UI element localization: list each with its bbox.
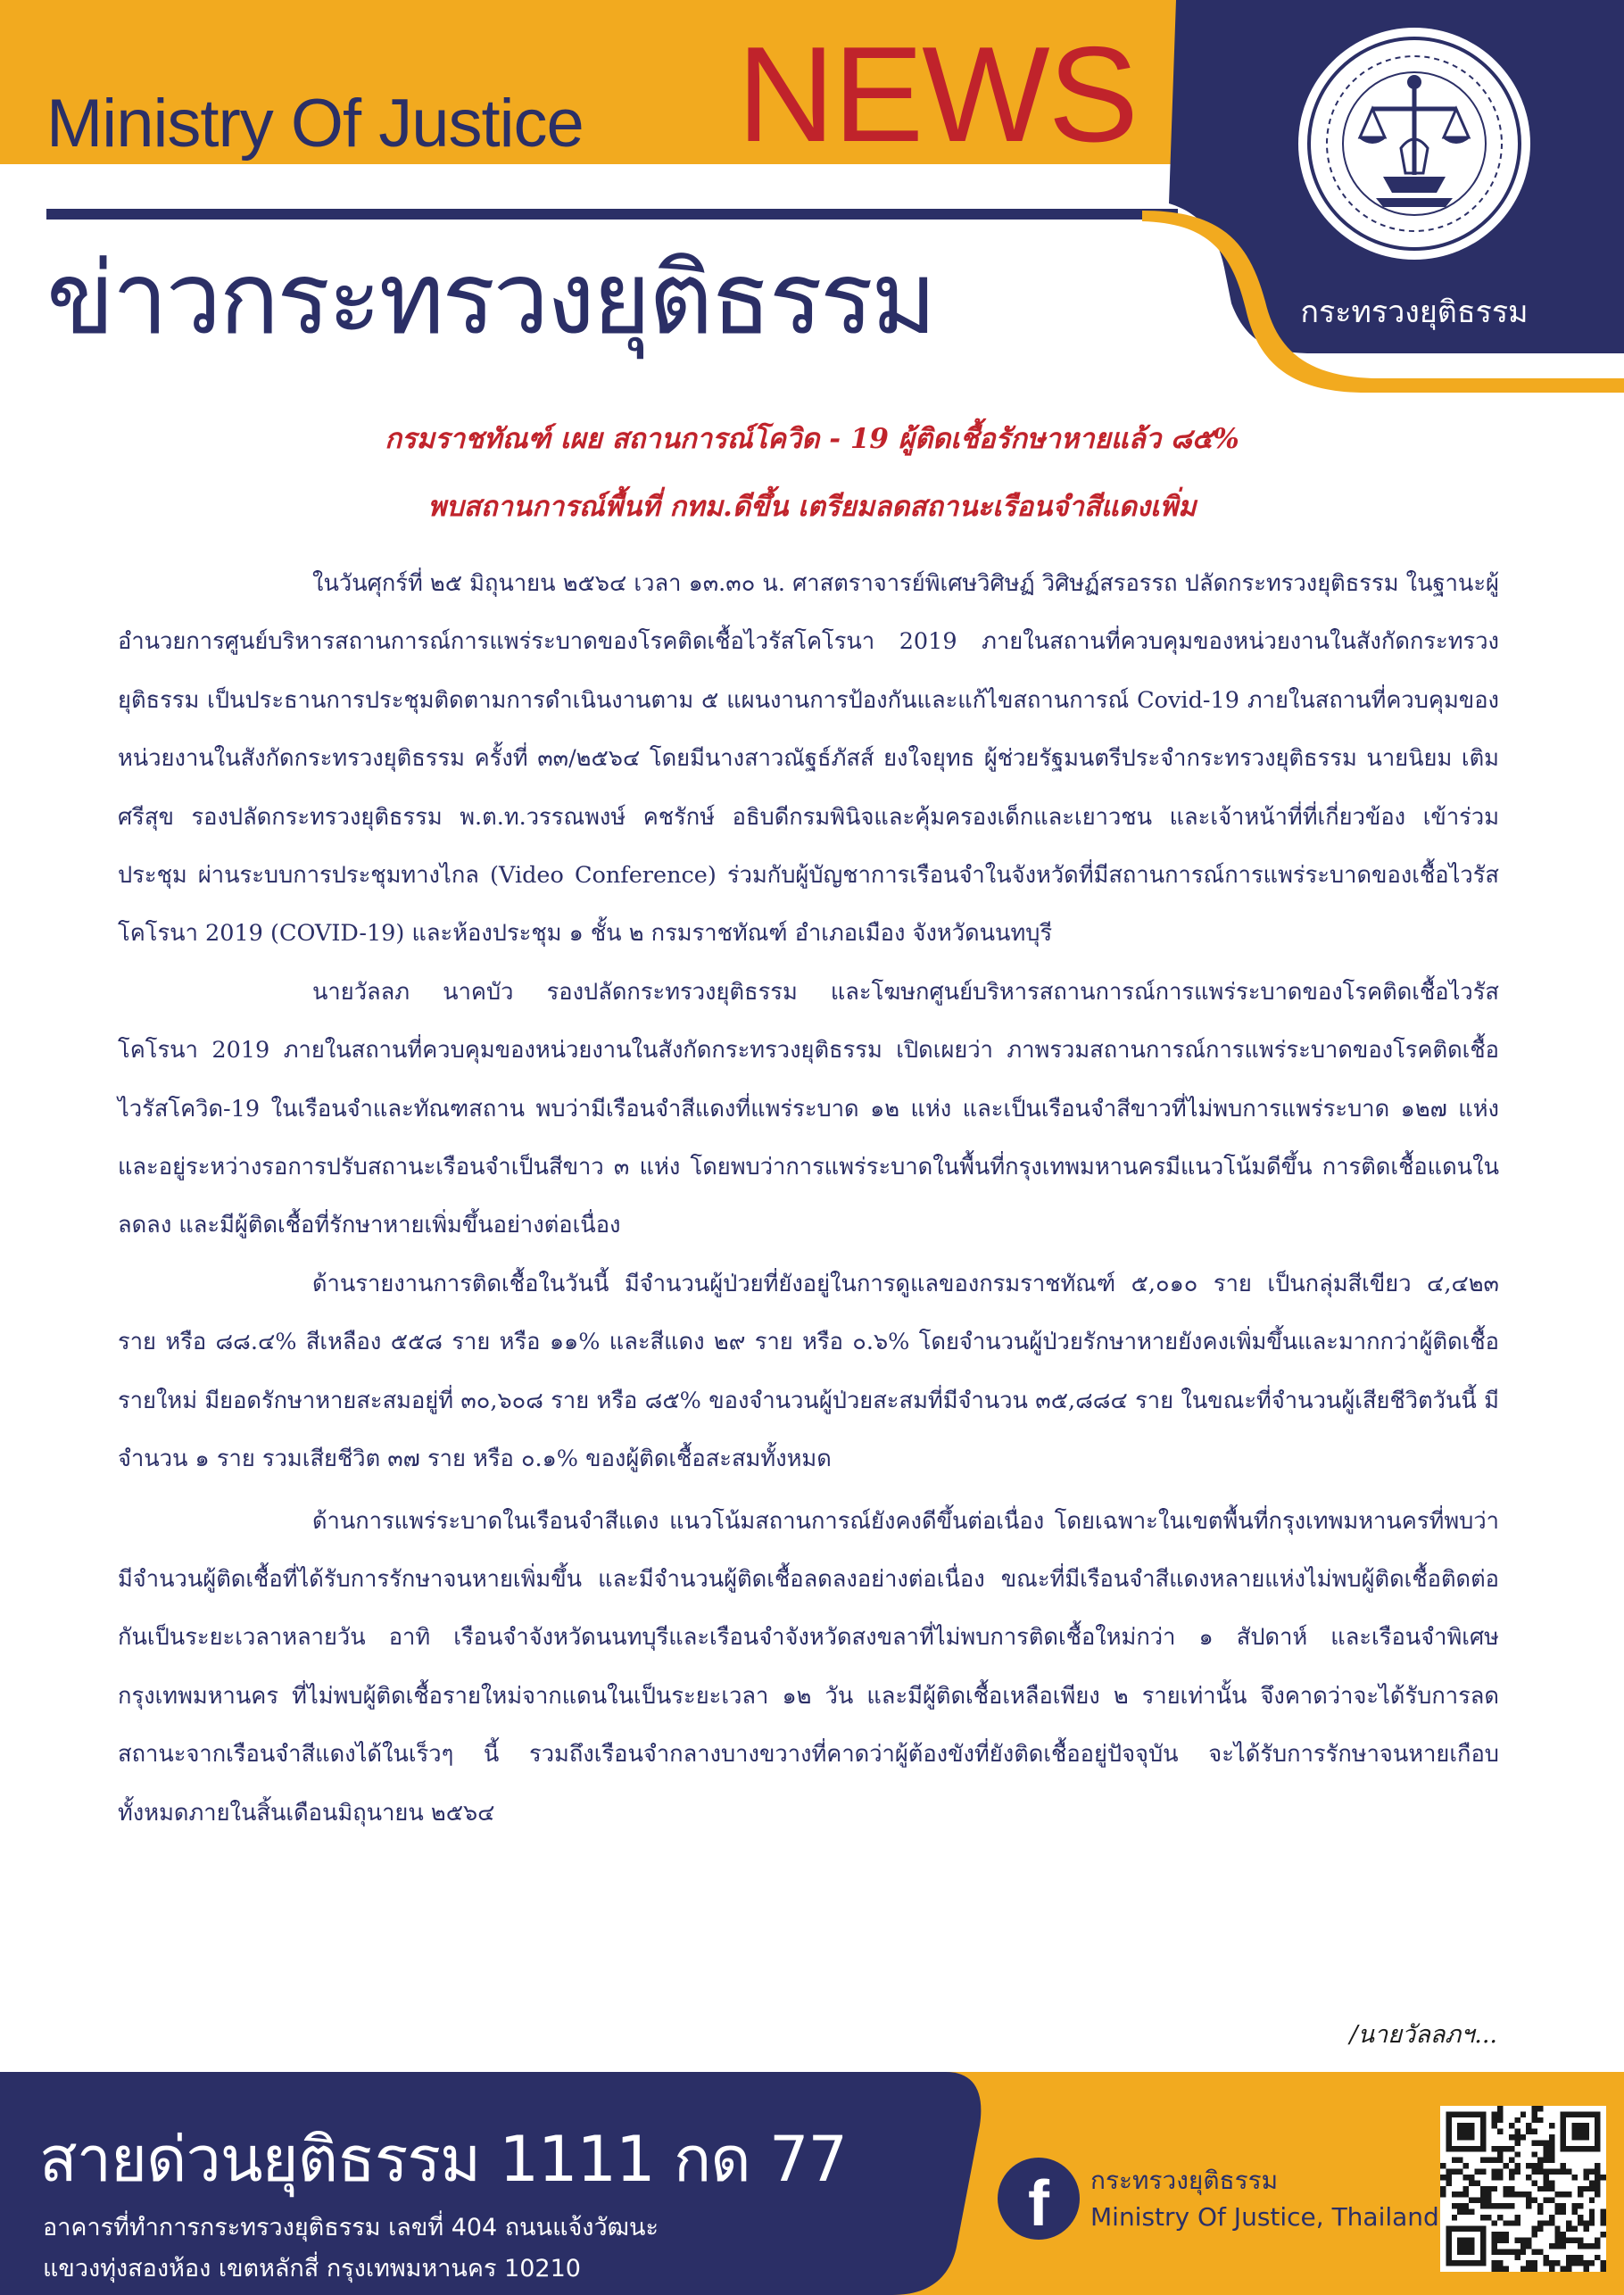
paragraph-text: นายวัลลภ นาคบัว รองปลัดกระทรวงยุติธรรม และโฆษกศูนย์บริหารสถานการณ์การแพร่ระบาดของโรคติดเชื้อไวรัสโคโรนา 2019 ภายในสถานที่ควบคุมของหน่วยงานในสังกัดกระทรวงยุติธรรม เปิดเผยว่า ภาพรวมสถานการณ์การแพร่ระบาดของโรคติดเชื้อไวรัสโควิด-19 ในเรือนจำและทัณฑสถาน พบว่ามีเรือนจำสีแดงที่แพร่ระบาด ๑๒ แห่ง และเป็นเรือนจำสีขาวที่ไม่พบการแพร่ระบาด ๑๒๗ แห่ง และอยู่ระหว่างรอการปรับสถานะเรือนจำเป็นสีขาว ๓ แห่ง โดยพบว่าการแพร่ระบาดในพื้นที่กรุงเทพมหานครมีแนวโน้มดีขึ้น การติดเชื้อแดนในลดลง และมีผู้ติดเชื้อที่รักษาหายเพิ่มขึ้นอย่างต่อเนื่อง	[118, 978, 1499, 1239]
news-header	[0, 0, 1624, 393]
hotline-text: สายด่วนยุติธรรม 1111 กด 77	[39, 2123, 848, 2196]
article-body	[118, 555, 1499, 1843]
facebook-page-name-english[interactable]: Ministry Of Justice, Thailand	[1090, 2202, 1439, 2232]
article-paragraph-1	[118, 555, 1499, 964]
news-footer	[0, 2072, 1624, 2295]
headline-line-1: กรมราชทัณฑ์ เผย สถานการณ์โควิด - 19 ผู้ติดเชื้อรักษาหายแล้ว ๘๕%	[385, 423, 1239, 455]
paragraph-text: ด้านรายงานการติดเชื้อในวันนี้ มีจำนวนผู้ป่วยที่ยังอยู่ในการดูแลของกรมราชทัณฑ์ ๕,๐๑๐ ราย เป็นกลุ่มสีเขียว ๔,๔๒๓ ราย หรือ ๘๘.๔% สีเหลือง ๕๕๘ ราย หรือ ๑๑% และสีแดง ๒๙ ราย หรือ ๐.๖% โดยจำนวนผู้ป่วยรักษาหายยังคงเพิ่มขึ้นและมากกว่าผู้ติดเชื้อรายใหม่ มียอดรักษาหายสะสมอยู่ที่ ๓๐,๖๐๘ ราย หรือ ๘๕% ของจำนวนผู้ป่วยสะสมที่มีจำนวน ๓๕,๘๘๔ ราย ในขณะที่จำนวนผู้เสียชีวิตวันนี้ มีจำนวน ๑ ราย รวมเสียชีวิต ๓๗ ราย หรือ ๐.๑% ของผู้ติดเชื้อสะสมทั้งหมด	[118, 1270, 1499, 1473]
article-signoff: /นายวัลลภฯ...	[1349, 2021, 1497, 2049]
headline-line-2: พบสถานการณ์พื้นที่ กทม.ดีขึ้น เตรียมลดสถานะเรือนจำสีแดงเพิ่ม	[427, 491, 1197, 523]
article-paragraph-4	[118, 1493, 1499, 1843]
brand-thai-title: ข่าวกระทรวงยุติธรรม	[46, 241, 934, 357]
paragraph-text: ในวันศุกร์ที่ ๒๕ มิถุนายน ๒๕๖๔ เวลา ๑๓.๓๐ น. ศาสตราจารย์พิเศษวิศิษฏ์ วิศิษฏ์สรอรรถ ปลัดกระทรวงยุติธรรม ในฐานะผู้อำนวยการศูนย์บริหารสถานการณ์การแพร่ระบาดของโรคติดเชื้อไวรัสโคโรนา 2019 ภายในสถานที่ควบคุมของหน่วยงานในสังกัดกระทรวงยุติธรรม เป็นประธานการประชุมติดตามการดำเนินงานตาม ๕ แผนงานการป้องกันและแก้ไขสถานการณ์ Covid-19 ภายในสถานที่ควบคุมของหน่วยงานในสังกัดกระทรวงยุติธรรม ครั้งที่ ๓๓/๒๕๖๔ โดยมีนางสาวณัฐธ์ภัสส์ ยงใจยุทธ ผู้ช่วยรัฐมนตรีประจำกระทรวงยุติธรรม นายนิยม เติมศรีสุข รองปลัดกระทรวงยุติธรรม พ.ต.ท.วรรณพงษ์ คชรักษ์ อธิบดีกรมพินิจและคุ้มครองเด็กและเยาวชน และเจ้าหน้าที่ที่เกี่ยวข้อง เข้าร่วมประชุม ผ่านระบบการประชุมทางไกล (Video Conference) ร่วมกับผู้บัญชาการเรือนจำในจังหวัดที่มีสถานการณ์การแพร่ระบาดของเชื้อไวรัสโคโรนา 2019 (COVID-19) และห้องประชุม ๑ ชั้น ๒ กรมราชทัณฑ์ อำเภอเมือง จังหวัดนนทบุรี	[118, 570, 1499, 948]
article-paragraph-3	[118, 1255, 1499, 1489]
address-line-1: อาคารที่ทำการกระทรวงยุติธรรม เลขที่ 404 ถนนแจ้งวัฒนะ	[43, 2214, 659, 2241]
brand-news-wordmark: NEWS	[737, 19, 1137, 170]
brand-english-title: Ministry Of Justice	[46, 86, 584, 162]
article-paragraph-2	[118, 964, 1499, 1255]
address-line-2: แขวงทุ่งสองห้อง เขตหลักสี่ กรุงเทพมหานคร 10210	[43, 2255, 581, 2283]
paragraph-text: ด้านการแพร่ระบาดในเรือนจำสีแดง แนวโน้มสถานการณ์ยังคงดีขึ้นต่อเนื่อง โดยเฉพาะในเขตพื้นที่กรุงเทพมหานครที่พบว่ามีจำนวนผู้ติดเชื้อที่ได้รับการรักษาจนหายเพิ่มขึ้น และมีจำนวนผู้ติดเชื้อลดลงอย่างต่อเนื่อง ขณะที่มีเรือนจำสีแดงหลายแห่งไม่พบผู้ติดเชื้อติดต่อกันเป็นระยะเวลาหลายวัน อาทิ เรือนจำจังหวัดนนทบุรีและเรือนจำจังหวัดสงขลาที่ไม่พบการติดเชื้อใหม่กว่า ๑ สัปดาห์ และเรือนจำพิเศษกรุงเทพมหานคร ที่ไม่พบผู้ติดเชื้อรายใหม่จากแดนในเป็นระยะเวลา ๑๒ วัน และมีผู้ติดเชื้อเหลือเพียง ๒ รายเท่านั้น จึงคาดว่าจะได้รับการลดสถานะจากเรือนจำสีแดงได้ในเร็วๆ นี้ รวมถึงเรือนจำกลางบางขวางที่คาดว่าผู้ต้องขังที่ยังติดเชื้ออยู่ปัจจุบัน จะได้รับการรักษาจนหายเกือบทั้งหมดภายในสิ้นเดือนมิถุนายน ๒๕๖๔	[118, 1507, 1499, 1827]
qr-code-icon[interactable]	[1440, 2106, 1606, 2272]
facebook-icon[interactable]: f	[998, 2158, 1080, 2240]
scales-of-justice-seal-icon	[1294, 23, 1535, 264]
seal-caption: กระทรวงยุติธรรม	[1300, 294, 1529, 330]
facebook-page-name-thai[interactable]: กระทรวงยุติธรรม	[1090, 2166, 1279, 2195]
